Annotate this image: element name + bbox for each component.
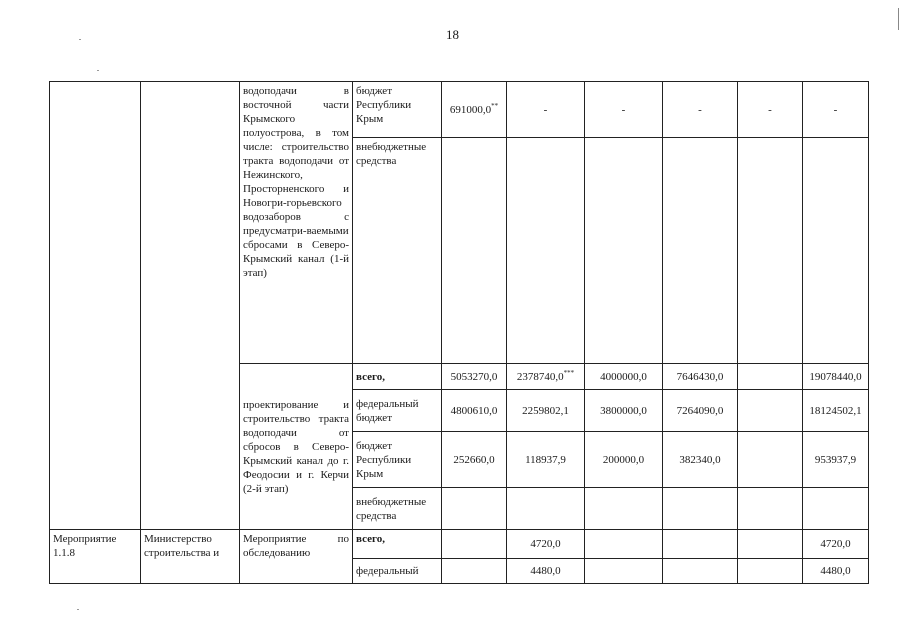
value-cell	[803, 488, 869, 530]
value-cell: -	[663, 82, 738, 138]
value-cell: 2378740,0***	[507, 364, 585, 390]
value-cell	[585, 138, 663, 364]
value-cell: 18124502,1	[803, 390, 869, 432]
value-cell: 4000000,0	[585, 364, 663, 390]
value-cell	[738, 390, 803, 432]
page-number: 18	[446, 27, 459, 42]
value-cell	[507, 488, 585, 530]
measure-description: проектирование и строительство тракта водоподачи от сбросов в Северо-Крымский канал до г. Феодосии и г. Керчи (2-й этап)	[240, 364, 353, 530]
funding-source: внебюджетные средства	[353, 488, 442, 530]
value-cell	[738, 488, 803, 530]
scan-edge-mark	[898, 8, 899, 30]
executor-name: Министерство строительства и	[141, 530, 240, 584]
value-cell	[738, 559, 803, 584]
funding-source: федеральный	[353, 559, 442, 584]
value-cell	[442, 488, 507, 530]
scan-artifact	[79, 39, 81, 40]
funding-source: внебюджетные средства	[353, 138, 442, 364]
value-cell: 2259802,1	[507, 390, 585, 432]
value-cell: 4800610,0	[442, 390, 507, 432]
measure-description: водоподачи в восточной части Крымского полуострова, в том числе: строительство тракта водоподачи от Нежинского, Просторненского и Новогри-горьевского водозаборов с предусматри-ваемыми сбросами в Северо-Крымский канал (1-й этап)	[240, 82, 353, 364]
funding-source: бюджет Республики Крым	[353, 432, 442, 488]
value-cell: 953937,9	[803, 432, 869, 488]
value-cell	[738, 432, 803, 488]
funding-source: бюджет Республики Крым	[353, 82, 442, 138]
value-cell: 7646430,0	[663, 364, 738, 390]
value-cell	[442, 530, 507, 559]
measure-description: Мероприятие по обследованию	[240, 530, 353, 584]
value-cell: -	[507, 82, 585, 138]
funding-source: всего,	[353, 364, 442, 390]
value-cell	[738, 138, 803, 364]
value-cell: 252660,0	[442, 432, 507, 488]
value-cell	[585, 559, 663, 584]
scan-artifact	[97, 70, 99, 71]
value-cell: -	[803, 82, 869, 138]
value-cell	[738, 364, 803, 390]
value-cell: -	[738, 82, 803, 138]
value-cell: 19078440,0	[803, 364, 869, 390]
value-cell: 3800000,0	[585, 390, 663, 432]
value-cell	[585, 488, 663, 530]
value-cell: 200000,0	[585, 432, 663, 488]
value-cell: 4480,0	[507, 559, 585, 584]
value-cell: 118937,9	[507, 432, 585, 488]
table-row	[50, 82, 869, 138]
measure-name: Мероприятие 1.1.8	[50, 530, 141, 584]
value-cell: 4720,0	[507, 530, 585, 559]
value-cell	[663, 559, 738, 584]
value-cell: 382340,0	[663, 432, 738, 488]
value-cell	[663, 138, 738, 364]
value-cell	[803, 138, 869, 364]
value-cell: 5053270,0	[442, 364, 507, 390]
value-cell	[738, 530, 803, 559]
value-cell: 4480,0	[803, 559, 869, 584]
executor-cell	[141, 82, 240, 530]
value-cell: 7264090,0	[663, 390, 738, 432]
value-cell	[663, 530, 738, 559]
funding-source: федеральный бюджет	[353, 390, 442, 432]
budget-table	[49, 81, 869, 584]
value-cell: -	[585, 82, 663, 138]
table-row	[50, 530, 869, 559]
value-cell	[442, 138, 507, 364]
value-cell: 4720,0	[803, 530, 869, 559]
value-cell	[663, 488, 738, 530]
scan-artifact	[77, 609, 79, 610]
value-cell	[507, 138, 585, 364]
funding-source: всего,	[353, 530, 442, 559]
measure-cell	[50, 82, 141, 530]
value-cell: 691000,0**	[442, 82, 507, 138]
value-cell	[585, 530, 663, 559]
value-cell	[442, 559, 507, 584]
